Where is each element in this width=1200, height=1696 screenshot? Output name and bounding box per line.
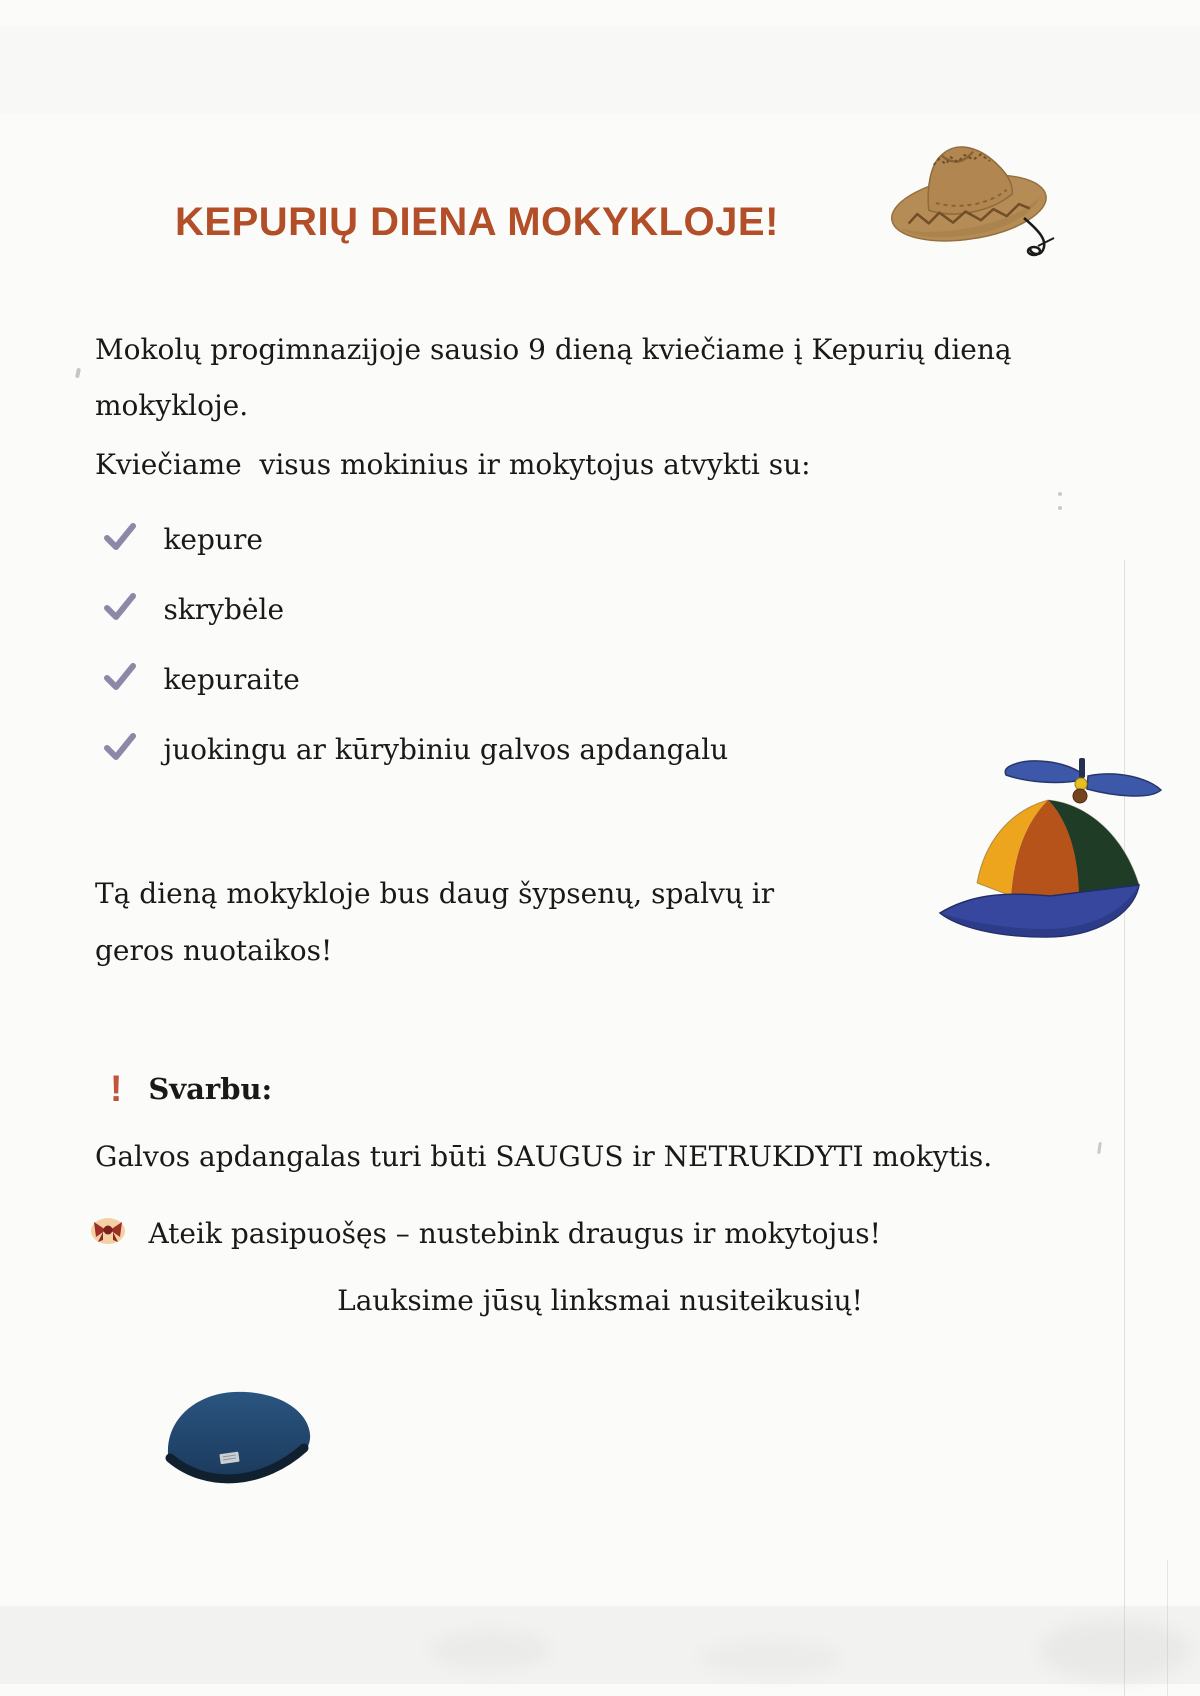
checkmark-icon <box>103 733 137 766</box>
checkmark-icon <box>103 593 137 626</box>
bullet-label: kepuraite <box>163 663 300 696</box>
mood-line-2: geros nuotaikos! <box>95 934 333 967</box>
propeller-cap-image <box>938 750 1163 955</box>
bullet-item <box>103 663 300 703</box>
rule-line: Galvos apdangalas turi būti SAUGUS ir NETRUKDYTI mokytis. <box>95 1140 993 1173</box>
checkmark-icon <box>103 523 137 556</box>
bow-icon <box>88 1214 128 1253</box>
cowboy-hat-image <box>888 138 1060 271</box>
scan-speck <box>1058 492 1062 496</box>
exclamation-icon: ! <box>110 1068 123 1109</box>
important-label: Svarbu: <box>148 1072 273 1106</box>
intro-paragraph <box>95 322 1012 434</box>
intro-line-2: mokykloje. <box>95 389 249 422</box>
invite-line: Kviečiame visus mokinius ir mokytojus atvykti su: <box>95 448 811 481</box>
decorated-line: Ateik pasipuošęs – nustebink draugus ir mokytojus! <box>148 1217 881 1250</box>
scan-blob <box>700 1640 840 1676</box>
bullet-label: juokingu ar kūrybiniu galvos apdangalu <box>163 733 729 766</box>
beanie-image <box>158 1386 318 1511</box>
checkmark-icon <box>103 663 137 696</box>
intro-line-1: Mokolų progimnazijoje sausio 9 dieną kviečiame į Kepurių dieną <box>95 333 1012 366</box>
scan-wash-top <box>0 26 1200 114</box>
decorated-line-row <box>88 1214 881 1253</box>
scan-speck <box>1058 506 1062 510</box>
closing-line: Lauksime jūsų linksmai nusiteikusių! <box>337 1284 863 1317</box>
important-heading <box>110 1068 272 1110</box>
page-title: KEPURIŲ DIENA MOKYKLOJE! <box>175 200 779 244</box>
scan-speck <box>75 368 81 379</box>
scan-speck <box>1097 1142 1102 1154</box>
scan-blob <box>430 1630 550 1670</box>
mood-paragraph <box>95 865 774 979</box>
scan-line-artifact <box>1167 1560 1168 1696</box>
bullet-item <box>103 523 263 563</box>
bullet-label: skrybėle <box>163 593 285 626</box>
bullet-item <box>103 593 284 633</box>
mood-line-1: Tą dieną mokykloje bus daug šypsenų, spalvų ir <box>95 877 775 910</box>
scan-wash-bottom <box>0 1606 1200 1684</box>
bullet-item <box>103 733 728 773</box>
bullet-label: kepure <box>163 523 263 556</box>
scan-line-artifact <box>1124 560 1125 1696</box>
